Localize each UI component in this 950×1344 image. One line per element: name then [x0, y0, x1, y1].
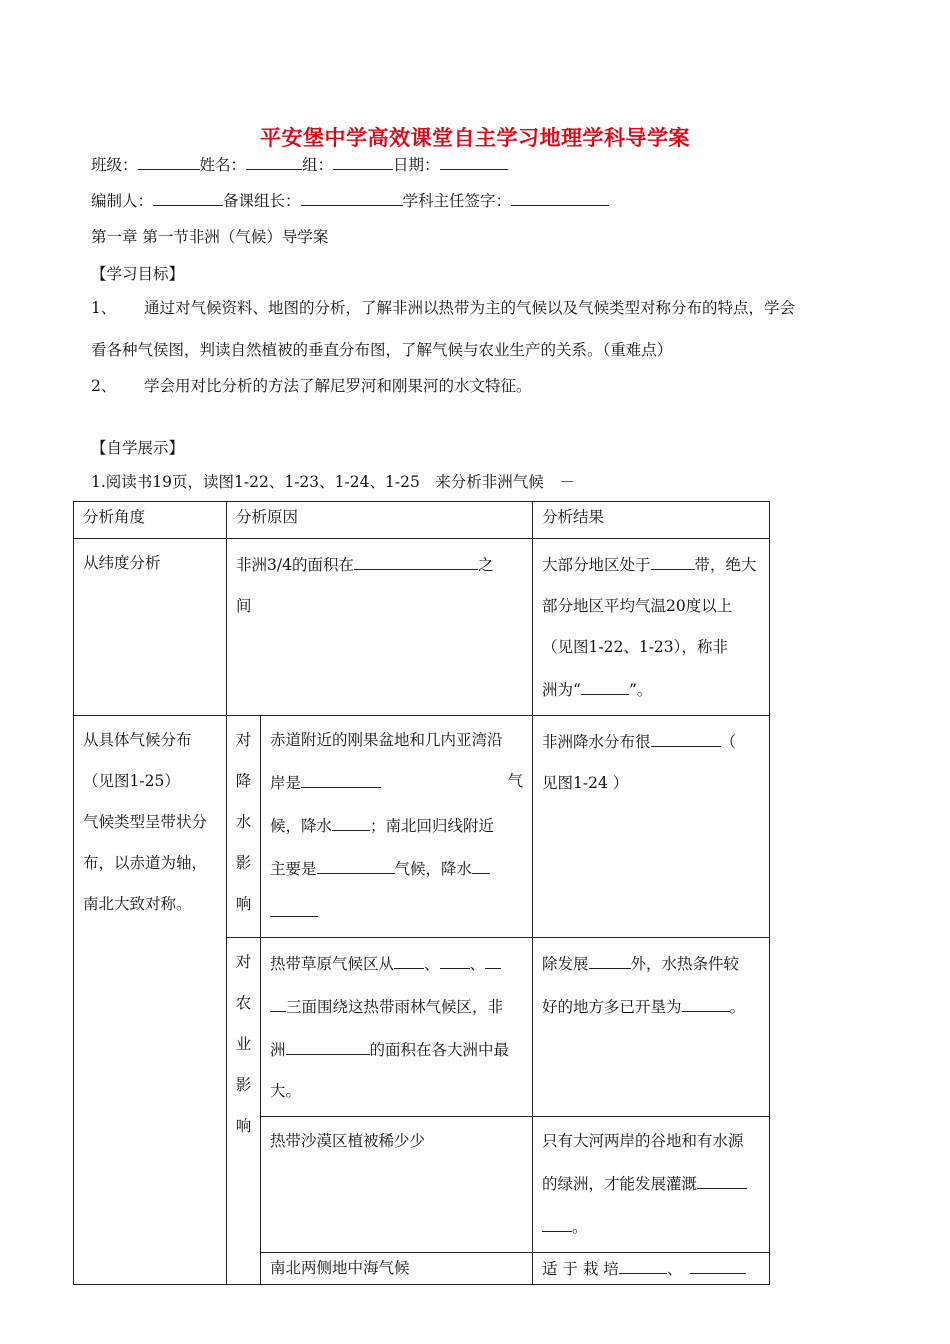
savanna-reason-line-4: 大。 — [270, 1082, 302, 1100]
class-blank — [138, 155, 200, 170]
agri-label-char-5: 响 — [235, 1117, 252, 1135]
precip-label-char-2: 降 — [235, 772, 252, 790]
director-blank — [511, 191, 609, 206]
precip-reason-line-2 — [270, 761, 523, 804]
savanna-reason-line-3 — [270, 1028, 523, 1071]
name-blank — [246, 155, 302, 170]
latitude-result — [533, 539, 770, 716]
distribution-angle-line-2: （见图1-25） — [83, 772, 180, 790]
savanna-reason-a: 热带草原气候区从 — [270, 955, 395, 973]
precip-result-b: （ — [720, 733, 737, 751]
group-label: 组： — [302, 156, 334, 174]
crop-blank-1 — [619, 1257, 667, 1274]
goal-2-text: 学会用对比分析的方法了解尼罗河和刚果河的水文特征。 — [144, 377, 532, 395]
savanna-result-line-2 — [542, 985, 760, 1028]
crop-blank-2 — [690, 1257, 746, 1274]
precip-reason-g: 气候，降水 — [394, 860, 473, 878]
distribution-angle-line-4: 布，以赤道为轴， — [83, 854, 208, 872]
med-result-b: 、 — [666, 1260, 675, 1278]
latitude-reason — [227, 539, 533, 716]
goal-2-number: 2、 — [91, 377, 117, 395]
precip-reason-c: 气 — [507, 772, 524, 790]
irrigation-blank-b — [542, 1205, 572, 1232]
savanna-result — [533, 938, 770, 1117]
latitude-angle — [74, 539, 227, 716]
equator-rain-blank — [332, 804, 370, 831]
precip-reason-line-4 — [270, 847, 523, 890]
savanna-reason-c: 洲 — [270, 1041, 286, 1059]
latitude-reason-line-1 — [236, 543, 523, 586]
distribution-angle — [74, 716, 227, 1285]
latitude-blank — [354, 543, 478, 570]
precip-distribution-blank — [651, 720, 721, 747]
name-label: 姓名： — [199, 156, 247, 174]
med-reason-text: 南北两侧地中海气候 — [270, 1259, 410, 1277]
editor-label: 编制人： — [91, 192, 154, 210]
page-title: 平安堡中学高效课堂自主学习地理学科导学案 — [260, 125, 690, 150]
precip-result-line-2: 见图1-24 ） — [542, 774, 629, 792]
precip-result-a: 非洲降水分布很 — [542, 733, 651, 751]
savanna-blank-3a — [485, 942, 501, 969]
desert-result-c: 。 — [572, 1218, 588, 1236]
table-row-precipitation — [74, 716, 770, 938]
precipitation-result — [533, 716, 770, 938]
precip-reason-d: 候，降水 — [270, 817, 333, 835]
distribution-angle-line-1: 从具体气候分布 — [83, 731, 192, 749]
reclaim-blank — [682, 985, 730, 1012]
savanna-reason-line-1: 热带草原气候区从 、 、 — [270, 942, 523, 985]
nickname-blank — [581, 668, 629, 695]
self-study-instruction: 1.阅读书19页，读图1-22、1-23、1-24、1-25 来分析非洲气候 － — [91, 473, 575, 491]
latitude-result-line-4 — [542, 668, 760, 711]
med-result-a: 适 于 栽 培 — [542, 1260, 619, 1278]
tropic-climate-blank — [317, 847, 395, 874]
savanna-blank-3b — [270, 985, 286, 1012]
savanna-result-line-1 — [542, 942, 760, 985]
header-reason: 分析原因 — [227, 502, 533, 539]
agri-label-char-1: 对 — [235, 953, 252, 971]
latitude-reason-a: 非洲3/4的面积在 — [236, 556, 354, 574]
agriculture-label — [227, 938, 261, 1285]
goal-1-number: 1、 — [91, 299, 117, 317]
tropic-rain-blank-b — [270, 890, 318, 917]
self-study-heading: 【自学展示】 — [91, 439, 185, 457]
zone-blank — [651, 543, 695, 570]
goal-1-line-1: 通过对气候资料、地图的分析，了解非洲以热带为主的气候以及气候类型对称分布的特点，学会 — [144, 299, 796, 317]
mediterranean-result — [533, 1253, 770, 1285]
student-info-line — [91, 153, 508, 175]
latitude-result-a: 大部分地区处于 — [542, 556, 651, 574]
agri-label-char-4: 影 — [235, 1076, 252, 1094]
date-label: 日期： — [393, 156, 440, 174]
chapter-title: 第一章 第一节非洲（气候）导学案 — [91, 228, 329, 246]
savanna-reason-b: 三面围绕这热带雨林气候区，非 — [286, 998, 504, 1016]
table-header-row — [74, 502, 770, 539]
desert-reason-text: 热带沙漠区植被稀少少 — [270, 1132, 426, 1150]
latitude-result-b: 带，绝大 — [694, 556, 757, 574]
distribution-angle-line-5: 南北大致对称。 — [83, 895, 192, 913]
latitude-result-e: 洲为“ — [542, 681, 581, 699]
staff-info-line — [91, 189, 609, 211]
precip-label-char-4: 影 — [235, 854, 252, 872]
precipitation-label — [227, 716, 261, 938]
savanna-reason-d: 的面积在各大洲中最 — [369, 1041, 510, 1059]
desert-result — [533, 1117, 770, 1253]
precip-label-char-3: 水 — [235, 813, 252, 831]
equator-climate-blank — [301, 761, 381, 788]
precipitation-reason — [261, 716, 533, 938]
desert-result-line-2 — [542, 1162, 760, 1205]
distribution-angle-line-3: 气候类型呈带状分 — [83, 813, 208, 831]
mediterranean-reason — [261, 1253, 533, 1285]
latitude-reason-line-2: 间 — [236, 597, 252, 615]
latitude-result-line-3: （见图1-22、1-23），称非 — [542, 638, 728, 656]
desert-result-b: 的绿洲，才能发展灌溉 — [542, 1175, 698, 1193]
date-blank — [440, 155, 508, 170]
precip-reason-line-3 — [270, 804, 523, 847]
savanna-area-blank — [286, 1028, 370, 1055]
director-label: 学科主任签字： — [402, 192, 512, 210]
desert-result-line-3 — [542, 1205, 760, 1248]
savanna-result-c: 好的地方多已开垦为 — [542, 998, 682, 1016]
latitude-result-line-1 — [542, 543, 760, 586]
goals-heading: 【学习目标】 — [91, 265, 185, 283]
leader-blank — [301, 191, 403, 206]
class-label: 班级： — [91, 156, 138, 174]
precip-result-line-1 — [542, 720, 760, 763]
latitude-result-line-2: 部分地区平均气温20度以上 — [542, 597, 733, 615]
latitude-reason-b: 之 — [477, 556, 494, 574]
editor-blank — [153, 191, 223, 206]
precip-reason-f: 主要是 — [270, 860, 317, 878]
header-angle: 分析角度 — [74, 502, 227, 539]
develop-blank — [589, 942, 631, 969]
savanna-blank-1 — [394, 942, 424, 969]
savanna-blank-2 — [440, 942, 470, 969]
agri-label-char-2: 农 — [235, 994, 252, 1012]
precip-reason-b: 岸是 — [270, 774, 302, 792]
latitude-result-f: ”。 — [628, 681, 653, 699]
savanna-reason-line-2 — [270, 985, 523, 1028]
latitude-angle-text: 从纬度分析 — [83, 554, 161, 572]
table-row-latitude — [74, 539, 770, 716]
leader-label: 备课组长： — [223, 192, 301, 210]
precip-reason-e: ；南北回归线附近 — [370, 817, 495, 835]
precip-reason-line-5 — [270, 890, 523, 933]
header-result: 分析结果 — [533, 502, 770, 539]
savanna-result-d: 。 — [729, 998, 746, 1016]
climate-analysis-table — [73, 501, 770, 1285]
savanna-result-b: 外，水热条件较 — [630, 955, 740, 973]
group-blank — [333, 155, 393, 170]
desert-result-line-1: 只有大河两岸的谷地和有水源 — [542, 1132, 744, 1150]
agri-label-char-3: 业 — [235, 1035, 252, 1053]
precip-label-char-1: 对 — [235, 731, 252, 749]
savanna-reason — [261, 938, 533, 1117]
precip-reason-line-1: 赤道附近的刚果盆地和几内亚湾沿 — [270, 731, 503, 749]
irrigation-blank-a — [697, 1162, 747, 1189]
desert-reason — [261, 1117, 533, 1253]
precip-label-char-5: 响 — [235, 895, 252, 913]
savanna-result-a: 除发展 — [542, 955, 589, 973]
tropic-rain-blank-a — [472, 847, 490, 874]
goal-1-line-2: 看各种气侯图，判读自然植被的垂直分布图，了解气候与农业生产的关系。（重难点） — [91, 341, 673, 359]
